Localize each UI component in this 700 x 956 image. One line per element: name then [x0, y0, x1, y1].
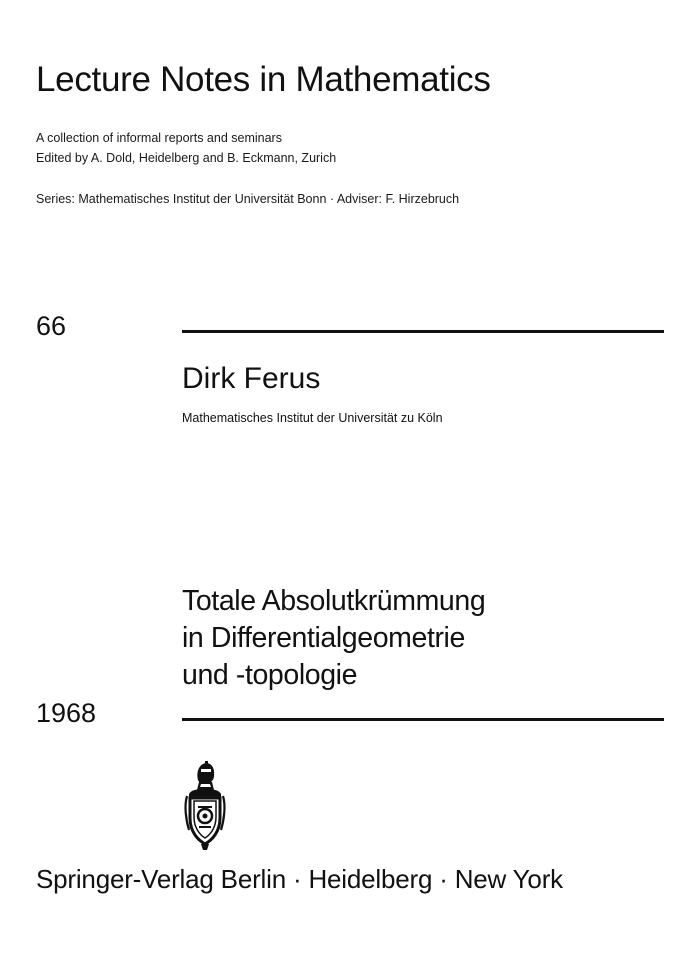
springer-knight-logo-icon [181, 760, 229, 852]
author-name: Dirk Ferus [182, 362, 321, 395]
series-title: Lecture Notes in Mathematics [36, 60, 491, 99]
publisher-imprint: Springer-Verlag Berlin · Heidelberg · New York [36, 864, 563, 894]
book-title-line-2: in Differentialgeometrie [182, 622, 465, 654]
divider-bottom [182, 718, 664, 721]
author-affiliation: Mathematisches Institut der Universität zu Köln [182, 411, 443, 425]
series-editors: Edited by A. Dold, Heidelberg and B. Eckmann, Zurich [36, 151, 337, 165]
book-title-line-1: Totale Absolutkrümmung [182, 585, 486, 617]
series-subtitle: A collection of informal reports and seminars [36, 131, 282, 145]
series-institute-line: Series: Mathematisches Institut der Universität Bonn · Adviser: F. Hirzebruch [36, 192, 460, 206]
divider-top [182, 330, 664, 333]
book-title [182, 583, 485, 694]
volume-number: 66 [36, 311, 67, 341]
publication-year: 1968 [36, 698, 97, 728]
book-title-line-3: und -topologie [182, 659, 358, 691]
